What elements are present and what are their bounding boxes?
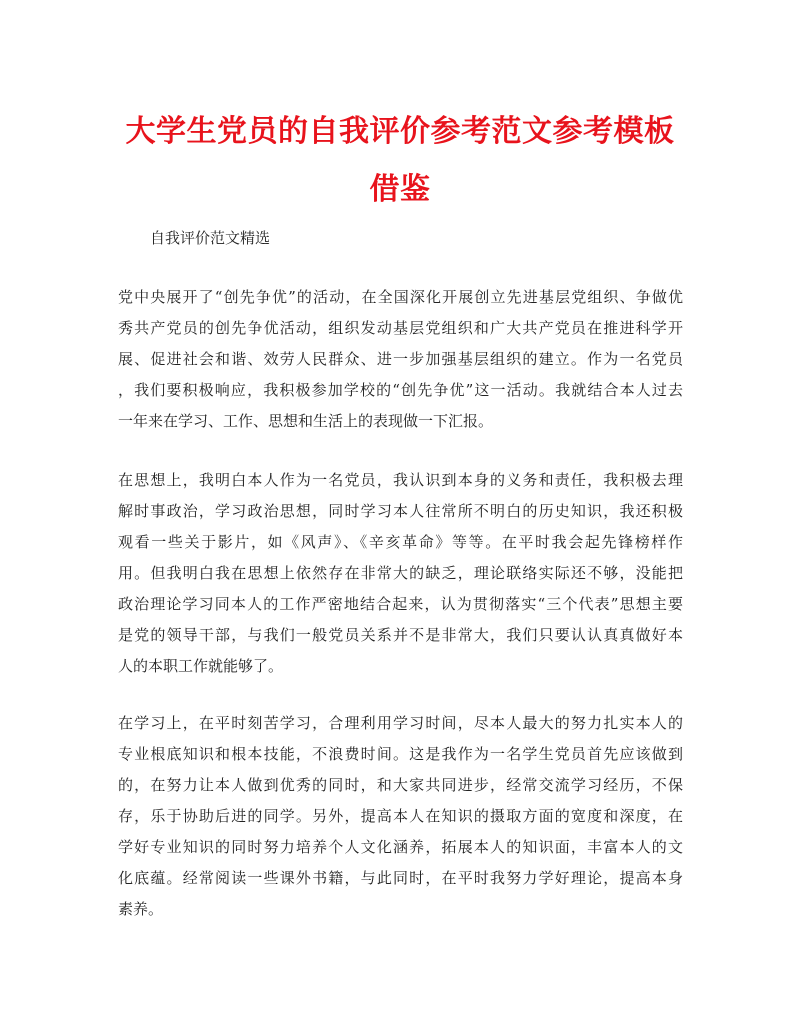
- paragraph-line: 素养。: [118, 900, 164, 918]
- paragraph-line: 秀共产党员的创先争优活动，组织发动基层党组织和广大共产党员在推进科学开: [118, 319, 683, 337]
- document-subtitle: 自我评价范文精选: [150, 229, 271, 247]
- paragraph-line: 化底蕴。经常阅读一些课外书籍，与此同时，在平时我努力学好理论，提高本身: [118, 869, 683, 887]
- paragraph-line: 在思想上，我明白本人作为一名党员，我认识到本身的义务和责任，我积极去理: [118, 471, 683, 489]
- paragraph-intro: [118, 282, 683, 437]
- document-title-line-1: 大学生党员的自我评价参考范文参考模板: [125, 114, 675, 149]
- paragraph-line: 解时事政治，学习政治思想，同时学习本人往常所不明白的历史知识，我还积极: [118, 502, 683, 520]
- paragraph-line: 展、促进社会和谐、效劳人民群众、进一步加强基层组织的建立。作为一名党员: [118, 350, 683, 368]
- paragraph-line: 的，在努力让本人做到优秀的同时，和大家共同进步，经常交流学习经历，不保: [118, 776, 683, 794]
- paragraph-line: 学好专业知识的同时努力培养个人文化涵养，拓展本人的知识面，丰富本人的文: [118, 838, 683, 856]
- paragraph-study: [118, 708, 683, 925]
- paragraph-line: 观看一些关于影片，如《风声》、《辛亥革命》等等。在平时我会起先锋榜样作: [118, 533, 683, 551]
- paragraph-line: 用。但我明白我在思想上依然存在非常大的缺乏，理论联络实际还不够，没能把: [118, 564, 683, 582]
- paragraph-line: 是党的领导干部，与我们一般党员关系并不是非常大，我们只要认认真真做好本: [118, 626, 683, 644]
- paragraph-line: 专业根底知识和根本技能，不浪费时间。这是我作为一名学生党员首先应该做到: [118, 745, 683, 763]
- paragraph-thought: [118, 465, 683, 682]
- paragraph-line: 人的本职工作就能够了。: [118, 657, 284, 675]
- paragraph-line: ，我们要积极响应，我积极参加学校的“创先争优”这一活动。我就结合本人过去: [118, 381, 683, 399]
- document-title-line-2: 借鉴: [369, 172, 431, 207]
- paragraph-line: 在学习上，在平时刻苦学习，合理利用学习时间，尽本人最大的努力扎实本人的: [118, 714, 683, 732]
- paragraph-line: 一年来在学习、工作、思想和生活上的表现做一下汇报。: [118, 412, 494, 430]
- paragraph-line: 党中央展开了“创先争优”的活动，在全国深化开展创立先进基层党组织、争做优: [118, 288, 683, 306]
- paragraph-line: 政治理论学习同本人的工作严密地结合起来，认为贯彻落实“三个代表”思想主要: [118, 595, 683, 613]
- paragraph-line: 存，乐于协助后进的同学。另外，提高本人在知识的摄取方面的宽度和深度，在: [118, 807, 683, 825]
